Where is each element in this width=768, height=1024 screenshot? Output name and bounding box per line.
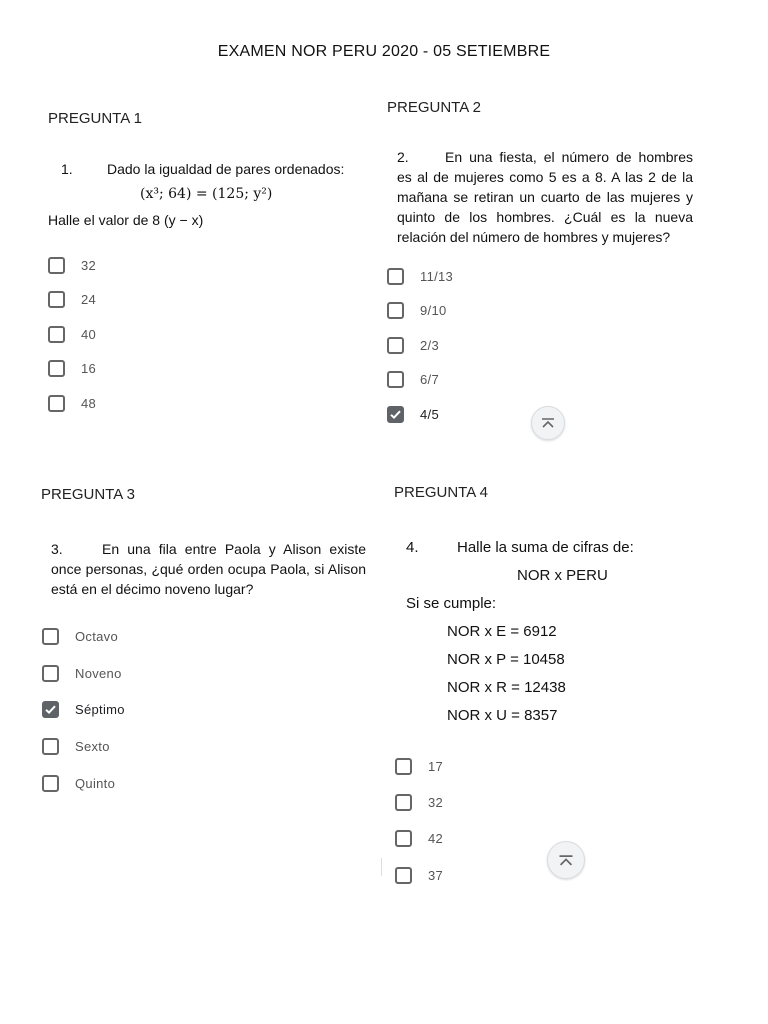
checkbox[interactable] [48, 360, 65, 377]
checkbox[interactable] [387, 371, 404, 388]
question-4-heading: PREGUNTA 4 [394, 484, 488, 501]
option-label: 32 [81, 258, 97, 273]
option-label: 16 [81, 361, 97, 376]
option-label: 11/13 [420, 269, 454, 284]
question-1-ask: Halle el valor de 8 (y − x) [48, 212, 204, 228]
checkbox[interactable] [42, 628, 59, 645]
check-icon [44, 703, 57, 716]
option-label: 40 [81, 327, 97, 342]
question-4-condition: Si se cumple: [406, 595, 497, 612]
question-4-expression: NOR x PERU [517, 567, 608, 584]
question-2-text: En una fiesta, el número de hombres es al de mujeres como 5 es a 8. A las 2 de la mañana se retiran un cuarto de las mujeres y quinto de los hombres. ¿Cuál es la nueva relación del número de hombres y mujeres? [397, 149, 693, 245]
question-1-option[interactable] [48, 360, 96, 377]
question-2-option[interactable] [387, 371, 439, 388]
question-2-number: 2. [397, 149, 409, 165]
checkbox[interactable] [48, 395, 65, 412]
question-2-option[interactable] [387, 268, 453, 285]
question-4-option[interactable] [395, 794, 443, 811]
question-4-number: 4. [406, 539, 419, 556]
question-3-text: En una fila entre Paola y Alison existe once personas, ¿qué orden ocupa Paola, si Alison está en el décimo noveno lugar? [51, 541, 366, 597]
question-2-option[interactable] [387, 337, 439, 354]
equation: NOR x U = 8357 [447, 707, 558, 724]
question-3-option[interactable] [42, 665, 122, 682]
question-4-option[interactable] [395, 830, 443, 847]
question-4-text: Halle la suma de cifras de: [457, 539, 634, 556]
scroll-to-top-button[interactable] [531, 406, 565, 440]
option-label: 42 [428, 831, 444, 846]
checkbox[interactable] [395, 830, 412, 847]
scroll-to-top-button[interactable] [547, 841, 585, 879]
exam-title: EXAMEN NOR PERU 2020 - 05 SETIEMBRE [217, 43, 551, 60]
question-3-heading: PREGUNTA 3 [41, 486, 135, 503]
question-2-option[interactable] [387, 406, 439, 423]
question-2-text-wrap [397, 147, 693, 247]
option-label: 48 [81, 396, 97, 411]
checkbox-checked[interactable] [387, 406, 404, 423]
check-icon [389, 408, 402, 421]
question-1-text: Dado la igualdad de pares ordenados: [107, 161, 345, 177]
checkbox[interactable] [387, 268, 404, 285]
checkbox[interactable] [387, 302, 404, 319]
checkbox[interactable] [42, 665, 59, 682]
option-label: Quinto [75, 776, 116, 791]
option-label: 4/5 [420, 407, 439, 422]
checkbox[interactable] [42, 738, 59, 755]
question-1-formula: (x³; 64) = (125; y²) [140, 186, 273, 202]
option-label: 17 [428, 759, 444, 774]
equation: NOR x R = 12438 [447, 679, 566, 696]
question-1-number: 1. [61, 161, 73, 177]
checkbox[interactable] [395, 794, 412, 811]
question-3-option[interactable] [42, 775, 115, 792]
checkbox[interactable] [395, 758, 412, 775]
question-4-option[interactable] [395, 758, 443, 775]
question-1-option[interactable] [48, 326, 96, 343]
question-3-text-wrap [51, 539, 366, 599]
question-1-heading: PREGUNTA 1 [48, 110, 142, 127]
question-1-option[interactable] [48, 291, 96, 308]
question-2-option[interactable] [387, 302, 447, 319]
question-1-option[interactable] [48, 395, 96, 412]
option-label: 32 [428, 795, 444, 810]
checkbox[interactable] [42, 775, 59, 792]
checkbox[interactable] [48, 291, 65, 308]
question-3-option[interactable] [42, 738, 110, 755]
question-2-heading: PREGUNTA 2 [387, 99, 481, 116]
checkbox[interactable] [48, 326, 65, 343]
question-3-number: 3. [51, 541, 63, 557]
option-label: Sexto [75, 739, 110, 754]
equation: NOR x P = 10458 [447, 651, 565, 668]
option-label: 37 [428, 868, 444, 883]
question-3-option[interactable] [42, 701, 125, 718]
checkbox[interactable] [395, 867, 412, 884]
question-1-option[interactable] [48, 257, 96, 274]
option-label: 24 [81, 292, 97, 307]
checkbox[interactable] [48, 257, 65, 274]
option-label: Noveno [75, 666, 122, 681]
scroll-to-top-icon [557, 854, 575, 867]
checkbox-checked[interactable] [42, 701, 59, 718]
option-label: Séptimo [75, 702, 125, 717]
divider [381, 858, 382, 876]
question-3-option[interactable] [42, 628, 118, 645]
option-label: 2/3 [420, 338, 439, 353]
option-label: 9/10 [420, 303, 447, 318]
checkbox[interactable] [387, 337, 404, 354]
equation: NOR x E = 6912 [447, 623, 557, 640]
scroll-to-top-icon [540, 417, 556, 429]
option-label: Octavo [75, 629, 118, 644]
question-4-option[interactable] [395, 867, 443, 884]
option-label: 6/7 [420, 372, 439, 387]
